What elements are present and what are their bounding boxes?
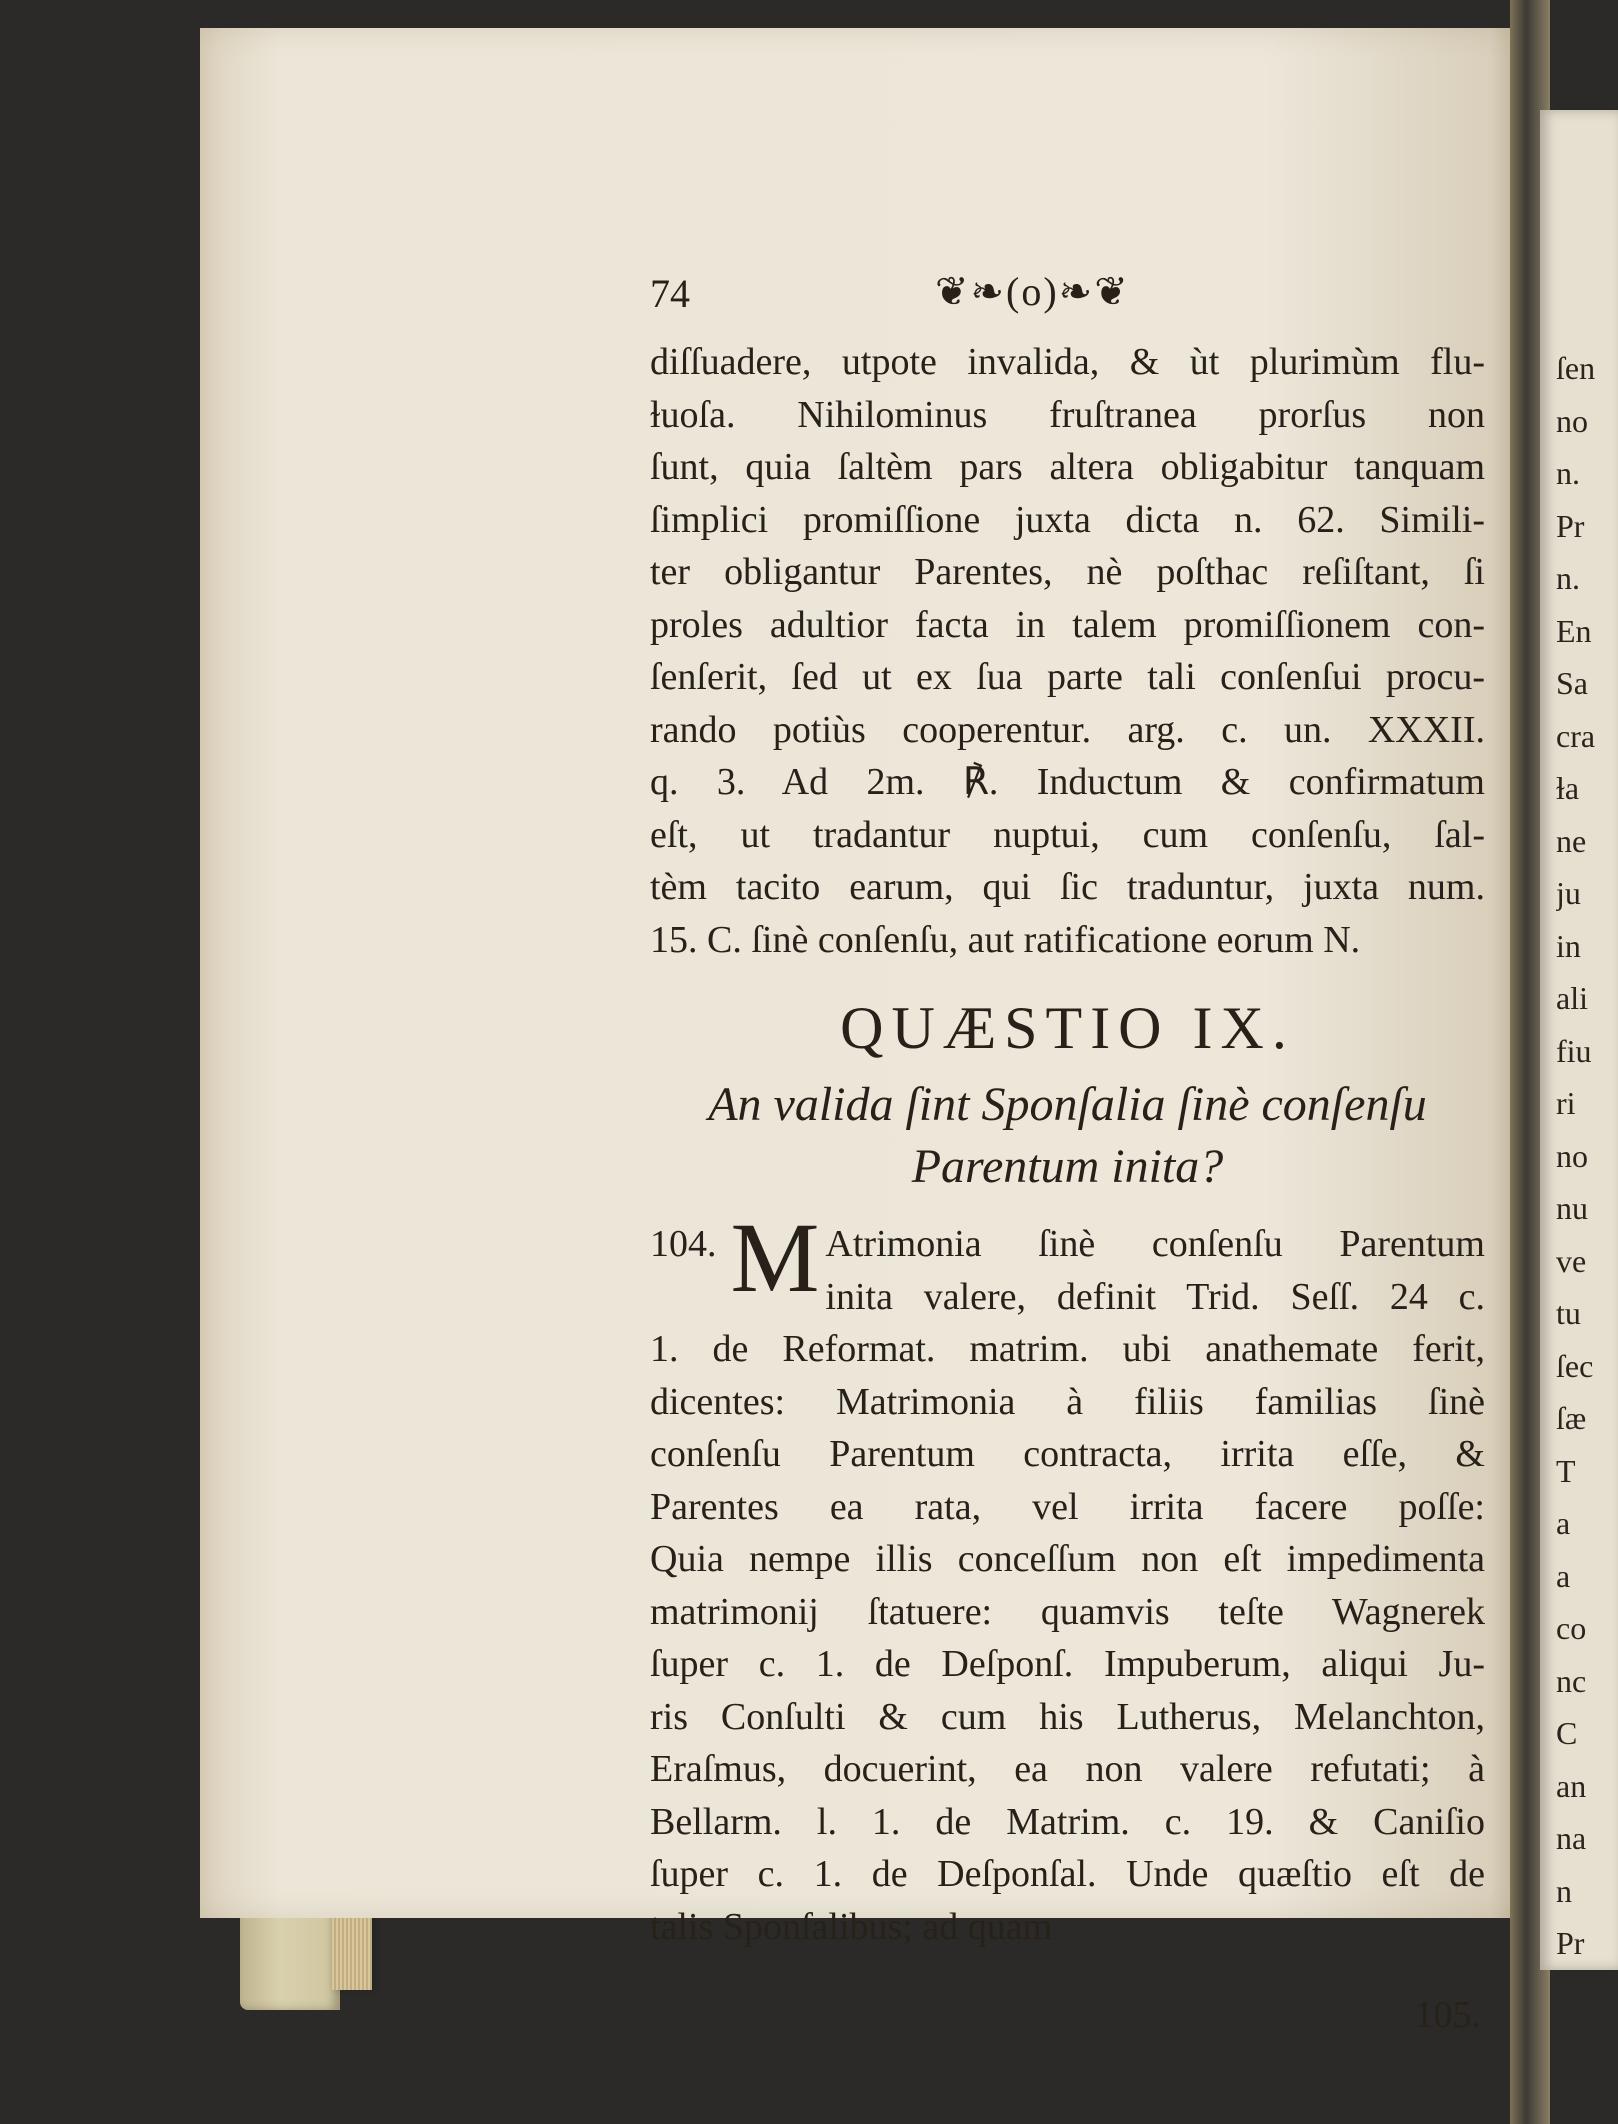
facing-page-fragment: ſen [1556,350,1596,386]
facing-page-fragment: ju [1556,875,1581,911]
text-line: ſunt, quia ſaltèm pars altera obligabitur tanquam [650,446,1485,488]
facing-page-fragment: no [1556,402,1588,439]
facing-page-fragment: no [1556,1137,1588,1174]
facing-page-fragment: ri [1556,1085,1576,1121]
facing-page-fragment: ſæ [1556,1400,1587,1436]
text-line: q. 3. Ad 2m. ℟. Inductum & confirmatum [650,761,1485,803]
text-line: Quia nempe illis conceſſum non eſt impedimenta [650,1538,1485,1580]
facing-page-fragment: En [1556,612,1592,649]
facing-page-fragment: Pr [1556,507,1585,544]
text-line: talis Sponſalibus; ad quam [650,1905,1053,1948]
facing-page-fragment: tu [1556,1295,1581,1331]
text-line: ſuper c. 1. de Deſponſal. Unde quæſtio eſt de [650,1853,1485,1895]
facing-page-fragment: ſec [1556,1347,1594,1384]
facing-page-fragment: ali [1556,980,1588,1016]
facing-page-fragment: nu [1556,1190,1588,1226]
facing-page-fragment: n. [1556,560,1580,596]
facing-page-fragment: in [1556,927,1581,964]
facing-page-fragment: na [1556,1820,1587,1856]
text-line: ſenſerit, ſed ut ex ſua parte tali conſenſui procu- [650,656,1485,698]
text-line: conſenſu Parentum contracta, irrita eſſe, & [650,1433,1485,1475]
facing-page-fragment: a [1556,1557,1571,1594]
drop-initial: M [730,1202,820,1313]
text-line: Parentes ea rata, vel irrita facere poſſe: [650,1485,1485,1528]
text-line: Eraſmus, docuerint, ea non valere refutati; à [650,1748,1485,1790]
paragraph-number: 104. [650,1223,717,1265]
facing-page-fragment: co [1556,1610,1587,1646]
facing-page-fragment: n. [1556,455,1580,491]
page-header [650,270,1485,336]
facing-page-fragment: ne [1556,822,1587,859]
question-title: QUÆSTIO IX. [840,995,1295,1061]
paragraph-104-opening [650,1202,1485,1323]
text-line: ter obligantur Parentes, nè poſthac reſiſtant, ſi [650,551,1485,593]
text-line: eſt, ut tradantur nuptui, cum conſenſu, ſal- [650,813,1485,856]
text-line: ris Conſulti & cum his Lutherus, Melanchton, [650,1695,1485,1738]
text-line: matrimonij ſtatuere: quamvis teſte Wagnerek [650,1590,1485,1633]
text-line: rando potiùs cooperentur. arg. c. un. XXXII. [650,708,1485,751]
paragraph-104-body [650,1323,1485,1953]
text-line: proles adultior facta in talem promiſſionem con- [650,603,1485,646]
page-number: 74 [650,271,690,316]
text-line: Bellarm. l. 1. de Matrim. c. 19. & Caniſio [650,1800,1485,1843]
facing-page-fragment: cra [1556,717,1596,754]
facing-page-fragment: Pr [1556,1925,1585,1961]
question-subtitle-line-1: An valida ſint Sponſalia ſinè conſenſu [708,1078,1427,1131]
text-line: dicentes: Matrimonia à filiis familias ſinè [650,1380,1485,1423]
question-subtitle-line-2: Parentum inita? [911,1140,1224,1193]
catchword: 105. [1414,1994,1481,2036]
top-paragraph [650,336,1485,966]
facing-page-fragment: a [1556,1505,1571,1541]
header-ornament: ❦❧(o)❧❦ [935,269,1130,314]
facing-page-fragment: an [1556,1767,1587,1804]
facing-page-fragment: Sa [1556,665,1588,701]
text-line: ɫuoſa. Nihilominus fruſtranea prorſus non [650,393,1485,436]
facing-page-fragment: ɫa [1556,770,1580,806]
facing-page-fragment: ve [1556,1242,1587,1279]
text-line: 15. C. ſinè conſenſu, aut ratificatione eorum N. [650,918,1361,961]
text-line: ſimplici promiſſione juxta dicta n. 62. Simili- [650,498,1485,541]
text-line: diſſuadere, utpote invalida, & ùt plurimùm flu- [650,341,1485,383]
text-line: tèm tacito earum, qui ſic traduntur, juxta num. [650,866,1485,908]
text-line: ſuper c. 1. de Deſponſ. Impuberum, aliqui Ju- [650,1643,1485,1685]
facing-page-fragment: n [1556,1872,1572,1909]
facing-page-fragment: C [1556,1715,1578,1751]
facing-page-fragment: nc [1556,1662,1587,1699]
facing-page-fragment: fiu [1556,1032,1592,1069]
page-text-block [650,270,1485,2037]
text-line: 1. de Reformat. matrim. ubi anathemate ferit, [650,1328,1485,1370]
facing-page-fragment: T [1556,1452,1576,1489]
paragraph-line: Atrimonia ſinè conſenſu Parentum [825,1223,1485,1265]
paragraph-line: inita valere, definit Trid. Seſſ. 24 c. [825,1275,1485,1318]
facing-page-fragments [1556,350,1616,1978]
